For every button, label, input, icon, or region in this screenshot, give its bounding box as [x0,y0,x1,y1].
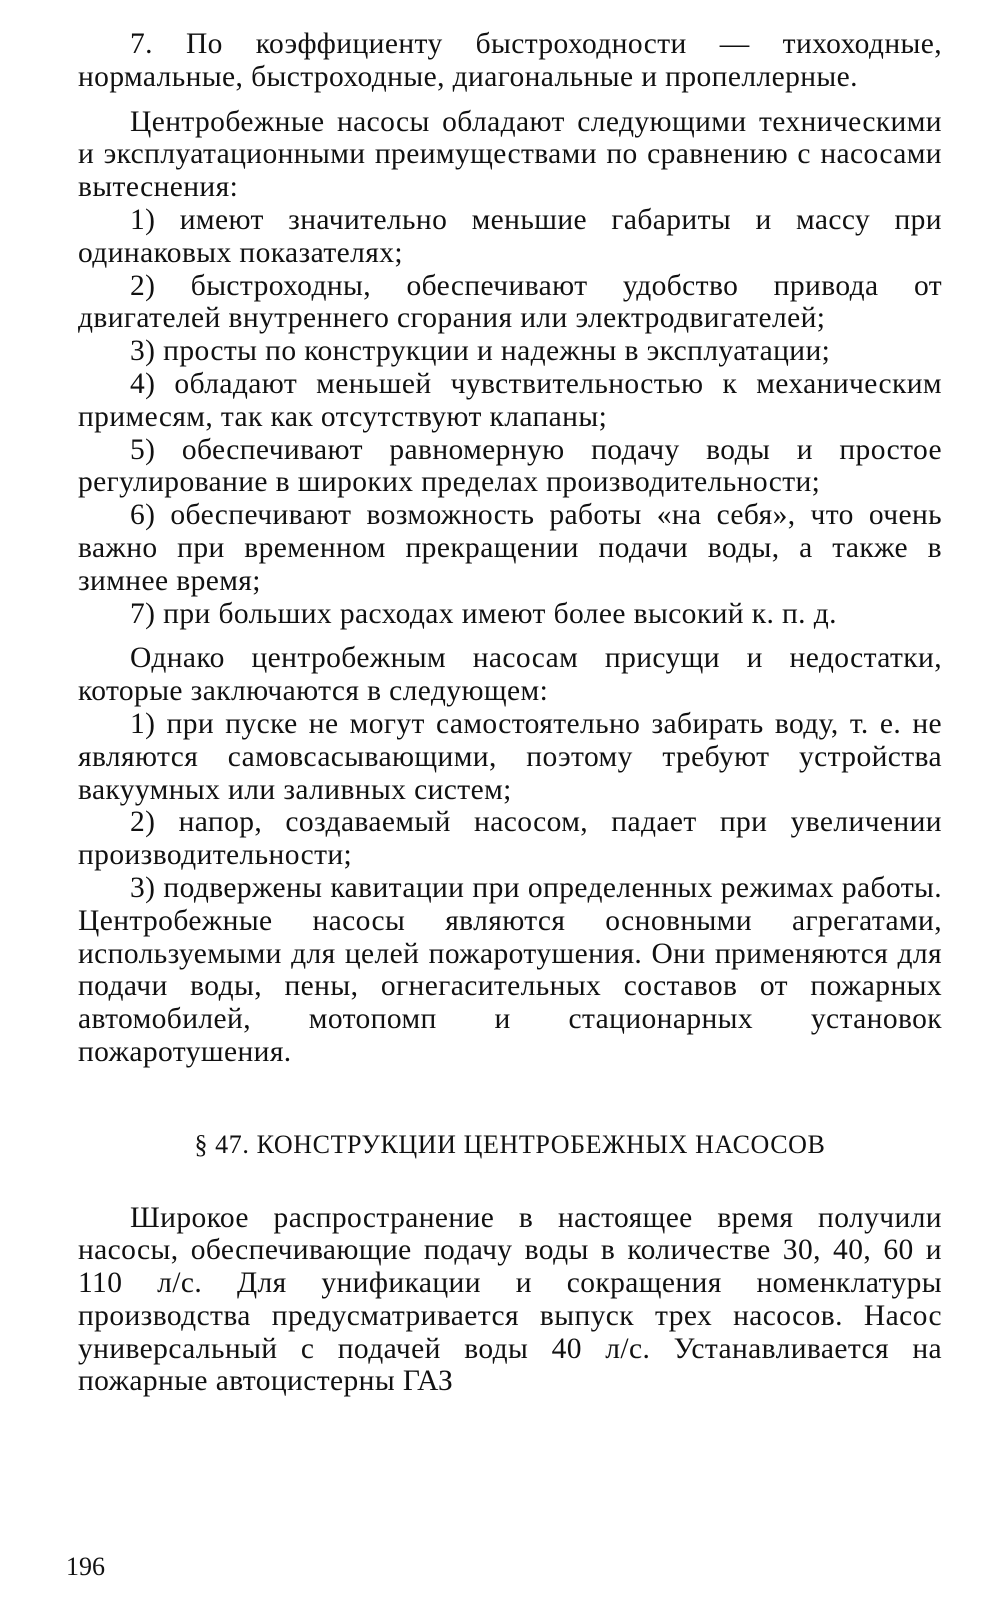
paragraph-advantages-intro: Центробежные насосы обладают следующими техническими и эксплуатационными преимуществами по сравнению с насосами вытеснения: [78,105,942,204]
page-number: 196 [66,1552,105,1581]
list-item-advantage-7: 7) при больших расходах имеют более высокий к. п. д. [130,597,837,630]
list-item-advantage-2: 2) быстроходны, обеспечивают удобство привода от двигателей внутреннего сгорания или электродвигателей; [78,269,942,335]
paragraph-classification-speed: 7. По коэффициенту быстроходности — тихоходные, нормальные, быстроходные, диагональные и пропеллерные. [78,28,942,93]
list-item-advantage-5: 5) обеспечивают равномерную подачу воды и простое регулирование в широких пределах производительности; [78,433,942,499]
paragraph-section-intro: Широкое распространение в настоящее время получили насосы, обеспечивающие подачу воды в количестве 30, 40, 60 и 110 л/с. Для унификации и сокращения номенклатуры производства предусматривается выпуск трех насосов. Насос универсальный с подачей воды 40 л/с. Устанавливается на пожарные автоцистерны ГАЗ [78,1201,942,1398]
list-item-disadvantage-2: 2) напор, создаваемый насосом, падает при увеличении производительности; [78,806,942,872]
paragraph-disadvantages-intro: Однако центробежным насосам присущи и недостатки, которые заключаются в следующем: [78,642,942,708]
page-body [78,28,942,1398]
list-item-advantage-1: 1) имеют значительно меньшие габариты и массу при одинаковых показателях; [78,203,942,269]
list-item-disadvantage-1: 1) при пуске не могут самостоятельно забирать воду, т. е. не являются самовсасывающими, поэтому требуют устройства вакуумных или заливных систем; [78,707,942,806]
section-heading: § 47. КОНСТРУКЦИИ ЦЕНТРОБЕЖНЫХ НАСОСОВ [194,1129,826,1159]
list-item-advantage-4: 4) обладают меньшей чувствительностью к механическим примесям, так как отсутствуют клапаны; [78,367,942,433]
list-item-advantage-3: 3) просты по конструкции и надежны в эксплуатации; [130,335,831,368]
list-item-advantage-6: 6) обеспечивают возможность работы «на себя», что очень важно при временном прекращении подачи воды, а также в зимнее время; [78,499,942,597]
list-item-disadvantage-3: 3) подвержены кавитации при определенных режимах работы. Центробежные насосы являются основными агрегатами, используемыми для целей пожаротушения. Они применяются для подачи воды, пены, огнегасительных составов от пожарных автомобилей, мотопомп и стационарных установок пожаротушения. [78,871,942,1068]
